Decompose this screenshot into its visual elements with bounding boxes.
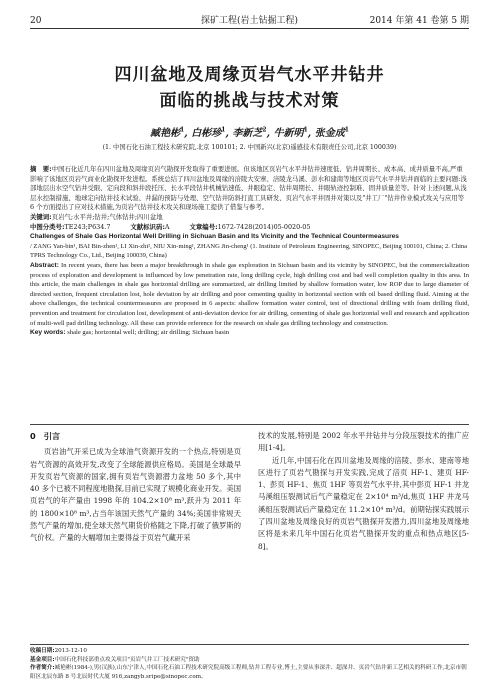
article-number-label: 文章编号: (189, 222, 218, 231)
section-number: 0 (30, 431, 36, 441)
abstract-cn-label: 摘 要: (30, 165, 52, 173)
journal-name: 探矿工程(岩土钻掘工程) (200, 16, 299, 26)
author-affiliation-mark: 2 (262, 126, 267, 134)
footnote-text: 中国石化科技部重点攻关项目"页岩气井工厂技术研究"资助 (54, 656, 200, 663)
english-title: Challenges of Shale Gas Horizontal Well Drilling in Sichuan Basin and Its Vicinity and the Technical Countermeasures (30, 233, 399, 241)
intro-paragraph-1: 页岩油气开采已成为全球油气资源开发的一个热点,特别是页岩气资源的高效开发,改变了全球能源供应格局。美国是全球最早开发页岩气资源的国家,拥有页岩气资源潜力盆地 50 多个,其中 40 多个已被不同程度地勘探,目前已实现了规模化商业开发。美国页岩气的年产量由 1998 年的 104.2×10⁸ m³,跃升为 2011 年的 1800×10⁸ m³,占当年该国天然气产量的 34%;美国非常规天然气产量的增加,使全球天然气期货价格随之下降,打破了俄罗斯的气价权。产量的大幅增加主要得益于页岩气藏开采 (30, 447, 241, 543)
abstract-en-label: Abstract: (30, 261, 59, 269)
clc-label: 中图分类号: (30, 222, 65, 231)
issue-info: 2014 年第 41 卷第 5 期 (369, 16, 469, 26)
keywords-cn-text: 页岩气;水平井;钻井;气体钻井;四川盆地 (51, 212, 163, 221)
author-name: 牛新明 (273, 128, 304, 139)
footnote-label: 基金项目: (30, 656, 55, 663)
section-divider (30, 424, 469, 425)
body-column-right (258, 430, 469, 553)
page-number: 20 (30, 16, 42, 26)
section-heading (30, 430, 241, 442)
author-name: 白彬珍 (191, 128, 222, 139)
footnote-label: 作者简介: (30, 665, 55, 672)
author-list: 臧艳彬$^1$, 白彬珍$^1$, 李新芝$^2$, 牛新明$^1$, 张金成$^1$ (150, 126, 349, 139)
title-line-2: 面临的挑战与技术对策 (159, 91, 340, 111)
abstract-cn-tail: "井工厂"钻井作业模式攻关与应用等 6 个方面提出了应对技术措施,为页岩气钻井技术攻关和现场施工提供了借鉴与参考。 (30, 193, 465, 212)
footnote-label: 收稿日期: (30, 648, 55, 654)
author-affiliation-mark: 1 (221, 126, 226, 134)
footnote-funding (30, 656, 469, 665)
doc-code-label: 文献标识码: (130, 222, 165, 231)
abstract-en (30, 261, 469, 328)
keywords-en-label: Key words: (30, 329, 66, 337)
article-number (190, 223, 311, 233)
keywords-cn (30, 213, 469, 223)
classification-line (30, 223, 469, 233)
abstract-section (30, 165, 469, 338)
affiliation: (1. 中国石化石油工程技术研究院,北京 100101; 2. 中国新兴(北京)遥感技术有限责任公司,北京 100039) (102, 144, 397, 151)
running-header (30, 10, 469, 29)
footnotes (30, 644, 469, 681)
title-block (30, 62, 469, 151)
doc-code-value: A (164, 222, 170, 231)
section-title: 引言 (43, 431, 61, 441)
author-affiliation-mark: 1 (344, 126, 349, 134)
author-name: 张金成 (314, 128, 345, 139)
footnote-received (30, 647, 469, 656)
keywords-en (30, 328, 469, 338)
intro-paragraph-1-continued: 技术的发展,特别是 2002 年水平井钻井与分段压裂技术的推广应用[1-4]。 (258, 431, 469, 453)
author-affiliation-mark: 1 (180, 126, 185, 134)
author-affiliation-mark: 1 (303, 126, 308, 134)
footnote-text: 2013-12-10 (54, 648, 87, 654)
title-line-1: 四川盆地及周缘页岩气水平井钻井 (114, 65, 385, 85)
keywords-cn-label: 关键词: (30, 212, 52, 221)
abstract-en-text: In recent years, there has been a major breakthrough in shale gas exploration in Sichuan basin and its vicinity by SINOPEC, but the commercialization process of exploration and development is influenced by low penetration rate, long drilling cycle, high drilling cost and bad well completion quality in this area. In this article, the main challenges in shale gas horizontal drilling are summarized, air drilling limited by shallow formation water, low ROP due to large diameter of directed section, frequent circulation lost, hole deviation by air drilling and poor cementing quality in horizontal section with oil based drilling fluid. Aiming at the above challenges, the technical countermeasures are proposed in 6 aspects: shallow formation water control, test of directional drilling with foam drilling fluid, prevention and treatment for circulation lost, development of anti-deviation device for air drilling, cementing of shale gas horizontal well and research and application of multi-well pad drilling technology. All these can provide reference for the research on shale gas drilling technology and construction. (30, 261, 469, 327)
article-title (30, 62, 469, 114)
footnote-text: 臧艳彬(1984-),男(汉族),山东宁津人,中国石化石油工程技术研究院高级工程师,钻井工程专业,博士,主要从事深井、超深井、页岩气钻井新工艺相关的科研工作,北京市朝阳区北辰东路 8 号北辰时代大厦 916,zangyb.sripe@sinopec.com。 (30, 665, 467, 680)
body-column-left (30, 430, 241, 545)
author-name: 李新芝 (232, 128, 263, 139)
abstract-cn (30, 165, 469, 213)
footnote-author-bio (30, 664, 469, 681)
doc-code (130, 223, 169, 233)
author-name: 臧艳彬 (150, 128, 181, 139)
abstract-cn-text: 中国石化近几年在四川盆地及周缘页岩气勘探开发取得了重要进展。但该地区页岩气水平井钻井速度低、钻井周期长、成本高、成井质量不高,严重影响了该地区页岩气商业化勘探开发进程。系统总结了四川盆地及周缘的涪陵大安寨、涪陵龙马溪、彭水和建南等地区页岩气水平井钻井面临的主要问题:浅部地层出水空气钻井受限、定向段和斜井段托压、长水平段钻井机械钻速低、井眼稳定、钻井周期长、井眼轨迹控制难、固井质量差等。针对上述问题,从浅层水控制措施、地球定向钻井技术试验、井漏的预防与处理、空气钻井防斜打直工具研发、页岩气水平井固井对策以及 (30, 165, 467, 202)
clc-value: TE243;P634.7 (64, 222, 111, 231)
clc-number (30, 223, 110, 233)
article-number-value: 1672-7428(2014)05-0020-05 (217, 222, 311, 231)
keywords-en-text: shale gas; horizontal well; drilling; air drilling; Sichuan basin (67, 329, 230, 337)
intro-paragraph-2: 近几年,中国石化在四川盆地及周缘的涪陵、彭水、建南等地区进行了页岩气勘探与开发实践,完成了涪页 HF-1、建页 HF-1、彭页 HF-1、焦页 1HF 等页岩气水平井,其中彭页 HF-1 井龙马溪组压裂测试后气产量稳定在 2×10⁴ m³/d,焦页 1HF 井龙马溪组压裂测试后产量稳定在 11.2×10⁴ m³/d。前期钻探实践展示了四川盆地及周缘良好的页岩气勘探开发潜力,四川盆地及周缘地区将是未来几年中国石化页岩气勘探开发的重点和热点地区[5-8]。 (258, 455, 469, 551)
english-authors: / ZANG Yan-bin¹, BAI Bin-zhen¹, LI Xin-zhi², NIU Xin-ming¹, ZHANG Jin-cheng¹ (1. Institute of Petroleum Engineering, SINOPEC, Beijing 100101, China; 2. China TPRS Technology Co., Ltd., Beijing 100039, China) (30, 242, 468, 260)
